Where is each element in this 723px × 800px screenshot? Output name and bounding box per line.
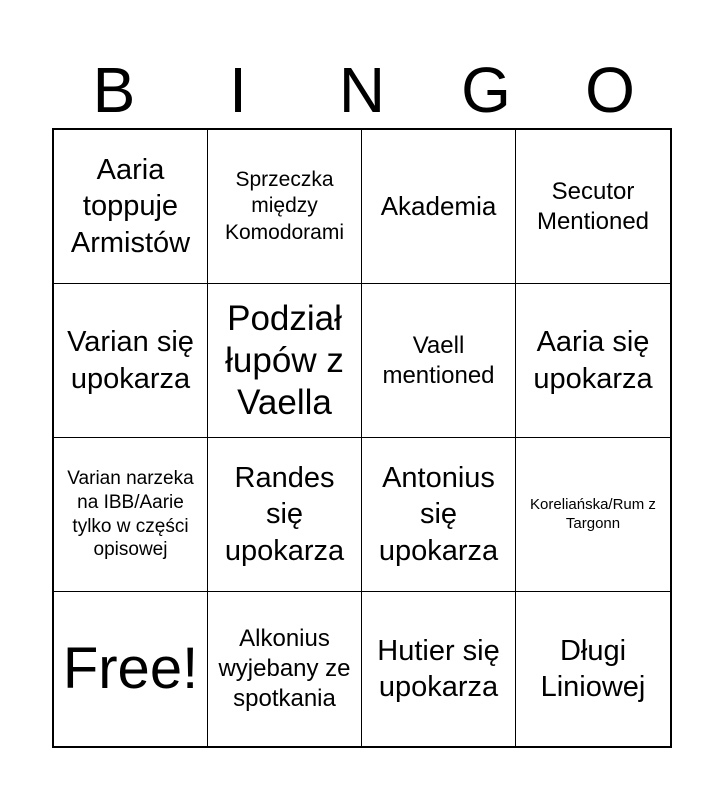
cell-text: Antonius się upokarza — [378, 462, 499, 567]
bingo-cell[interactable] — [208, 592, 362, 746]
cell-text: Aaria się upokarza — [533, 326, 653, 395]
bingo-cell[interactable] — [516, 438, 670, 592]
cell-text: Alkonius wyjebany ze spotkania — [218, 625, 351, 712]
cell-text: Aaria toppuje Armistów — [70, 154, 191, 259]
bingo-cell[interactable] — [362, 438, 516, 592]
bingo-cell[interactable] — [54, 438, 208, 592]
header-letter-o: O — [585, 54, 635, 126]
bingo-cell[interactable] — [362, 592, 516, 746]
header-letter-i: I — [229, 54, 247, 126]
cell-text: Sprzeczka między Komodorami — [224, 168, 345, 244]
bingo-header — [52, 52, 672, 128]
cell-text: Free! — [62, 636, 199, 702]
cell-text: Akademia — [380, 191, 497, 222]
cell-text: Secutor Mentioned — [536, 177, 650, 235]
header-letter-n: N — [338, 54, 386, 126]
bingo-cell[interactable] — [208, 284, 362, 438]
bingo-cell[interactable] — [54, 130, 208, 284]
bingo-cell[interactable] — [54, 284, 208, 438]
bingo-board — [52, 128, 672, 748]
cell-text: Hutier się upokarza — [377, 634, 500, 703]
cell-text: Varian się upokarza — [67, 326, 194, 395]
cell-text: Podział łupów z Vaella — [225, 298, 344, 422]
bingo-cell[interactable] — [362, 130, 516, 284]
bingo-cell[interactable] — [208, 130, 362, 284]
bingo-cell[interactable] — [516, 592, 670, 746]
bingo-cell[interactable] — [362, 284, 516, 438]
cell-text: Koreliańska/Rum z Targonn — [530, 495, 656, 532]
bingo-cell[interactable] — [516, 130, 670, 284]
header-letter-b: B — [92, 54, 136, 126]
bingo-cell[interactable] — [516, 284, 670, 438]
header-letter-g: G — [461, 54, 511, 126]
cell-text: Vaell mentioned — [382, 331, 495, 389]
cell-text: Randes się upokarza — [224, 462, 345, 567]
bingo-cell-free[interactable] — [54, 592, 208, 746]
cell-text: Varian narzeka na IBB/Aarie tylko w części opisowej — [67, 468, 194, 561]
cell-text: Długi Liniowej — [540, 634, 646, 703]
bingo-cell[interactable] — [208, 438, 362, 592]
